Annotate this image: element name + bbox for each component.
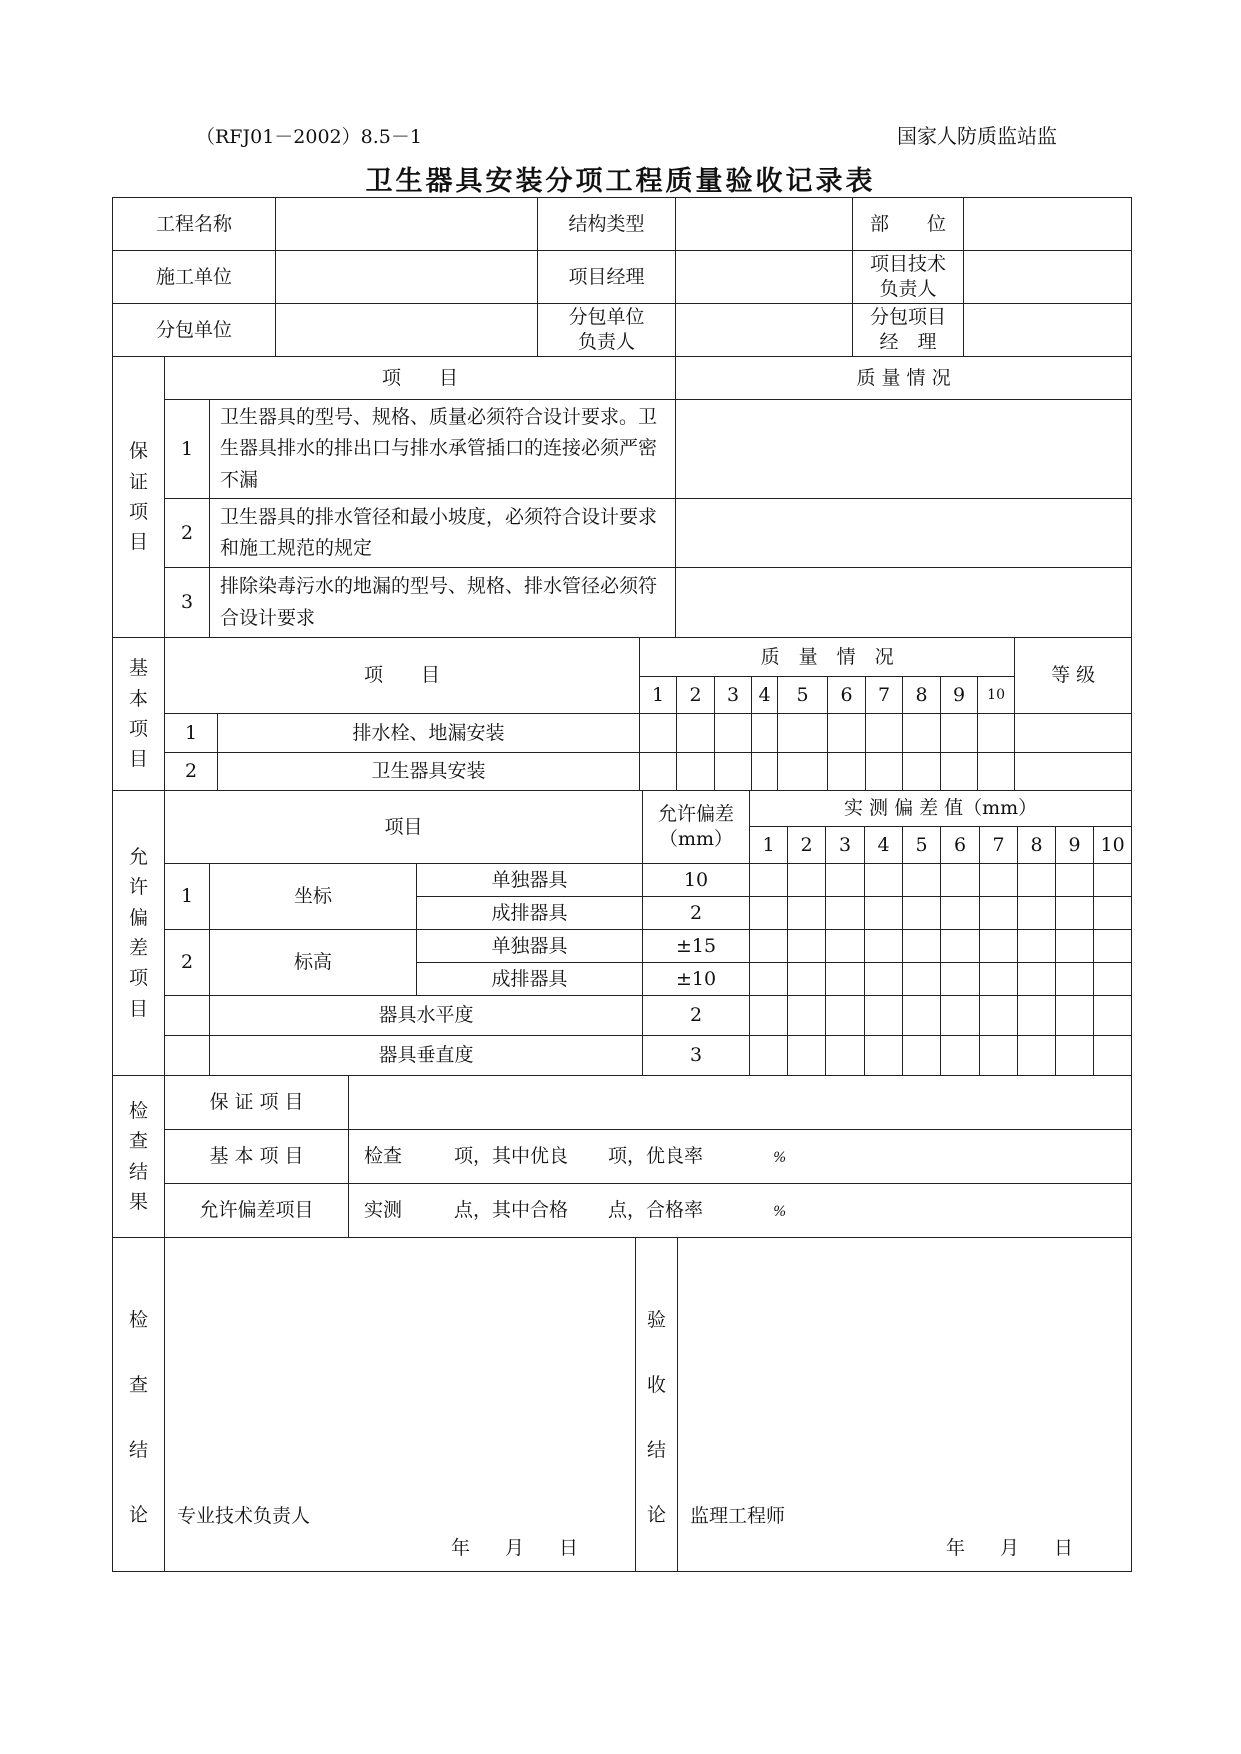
acceptance-conclusion-label: 验 收 结 论 (636, 1238, 678, 1572)
measured-count-label: 实测 (364, 1199, 403, 1222)
quality-cell[interactable] (640, 753, 677, 791)
measured-cell[interactable] (750, 930, 788, 963)
guarantee-row-no: 1 (165, 400, 210, 499)
project-name-label: 工程名称 (113, 198, 276, 251)
basic-row-no: 1 (165, 714, 218, 753)
structure-type-field[interactable] (676, 198, 853, 251)
measured-cell[interactable] (788, 996, 826, 1036)
measured-cell[interactable] (1056, 996, 1094, 1036)
measured-col-number: 7 (980, 827, 1018, 864)
measured-cell[interactable] (865, 963, 903, 996)
deviation-tolerance: 2 (643, 996, 750, 1036)
structure-type-label: 结构类型 (538, 198, 676, 251)
measured-cell[interactable] (903, 897, 941, 930)
project-info-section (112, 197, 1131, 357)
check-section-label: 检 查 结 果 (113, 1076, 165, 1238)
measured-cell[interactable] (941, 864, 980, 897)
quality-cell[interactable] (752, 714, 778, 753)
measured-cell[interactable] (750, 963, 788, 996)
quality-col-number: 8 (903, 677, 941, 714)
measured-cell[interactable] (1018, 897, 1056, 930)
location-field[interactable] (964, 198, 1132, 251)
deviation-sub-item: 单独器具 (417, 864, 643, 897)
measured-cell[interactable] (941, 930, 980, 963)
measured-cell[interactable] (980, 897, 1018, 930)
sub-pm-field[interactable] (964, 304, 1132, 357)
basic-items-section (112, 637, 1131, 791)
deviation-tolerance: 3 (643, 1036, 750, 1076)
tech-lead-signature-label: 专业技术负责人 (177, 1505, 311, 1527)
deviation-tolerance: 10 (643, 864, 750, 897)
grade-cell[interactable] (1015, 714, 1132, 753)
quality-cell[interactable] (903, 753, 941, 791)
measured-cell[interactable] (1094, 996, 1132, 1036)
deviation-tolerance: 2 (643, 897, 750, 930)
check-guarantee-field[interactable] (349, 1076, 1132, 1130)
measured-col-number: 3 (826, 827, 865, 864)
acceptance-date: 年 月 日 (946, 1537, 1082, 1559)
quality-cell[interactable] (828, 753, 866, 791)
measured-cell[interactable] (826, 963, 865, 996)
measured-cell[interactable] (903, 996, 941, 1036)
measured-cell[interactable] (903, 1036, 941, 1076)
check-basic-label: 基 本 项 目 (165, 1130, 349, 1184)
quality-col-number: 9 (941, 677, 978, 714)
quality-cell[interactable] (866, 714, 903, 753)
deviation-sub-item: 成排器具 (417, 963, 643, 996)
measured-cell[interactable] (826, 864, 865, 897)
quality-cell[interactable] (941, 714, 978, 753)
measured-cell[interactable] (750, 897, 788, 930)
check-excellent-rate-label: 项，优良率 (608, 1145, 704, 1168)
deviation-group-no: 1 (165, 864, 210, 930)
measured-cell[interactable] (941, 996, 980, 1036)
measured-cell[interactable] (980, 963, 1018, 996)
grade-cell[interactable] (1015, 753, 1132, 791)
guarantee-items-section (112, 356, 1131, 638)
guarantee-row-no: 3 (165, 568, 210, 638)
measured-cell[interactable] (1094, 864, 1132, 897)
basic-grade-header: 等 级 (1015, 638, 1132, 714)
check-conclusion-label: 检 查 结 论 (113, 1238, 165, 1572)
measured-cell[interactable] (1018, 864, 1056, 897)
guarantee-row-text: 卫生器具的型号、规格、质量必须符合设计要求。卫生器具排水的排出口与排水承管插口的连接必须严密不漏 (210, 400, 676, 499)
measured-cell[interactable] (941, 897, 980, 930)
measured-cell[interactable] (750, 864, 788, 897)
measured-col-number: 4 (865, 827, 903, 864)
pass-rate-label: 点，合格率 (608, 1199, 704, 1222)
measured-cell[interactable] (980, 996, 1018, 1036)
measured-col-number: 5 (903, 827, 941, 864)
check-excellent-label: 项，其中优良 (454, 1145, 569, 1168)
basic-quality-header: 质 量 情 况 (640, 638, 1015, 677)
basic-section-label: 基 本 项 目 (113, 638, 165, 791)
measured-cell[interactable] (865, 864, 903, 897)
measured-cell[interactable] (826, 930, 865, 963)
quality-cell[interactable] (828, 714, 866, 753)
measured-cell[interactable] (1056, 1036, 1094, 1076)
check-date: 年 月 日 (451, 1537, 587, 1559)
form-title: 卫生器具安装分项工程质量验收记录表 (365, 166, 876, 197)
measured-cell[interactable] (1094, 1036, 1132, 1076)
measured-col-number: 6 (941, 827, 980, 864)
measured-cell[interactable] (941, 963, 980, 996)
allowed-deviation-section (112, 790, 1131, 1076)
check-basic-field[interactable] (349, 1130, 1132, 1184)
pass-count-label: 点，其中合格 (454, 1199, 569, 1222)
measured-col-number: 8 (1018, 827, 1056, 864)
guarantee-quality-header: 质 量 情 况 (676, 357, 1132, 400)
deviation-row-no (165, 1036, 210, 1076)
guarantee-quality-field[interactable] (676, 400, 1132, 499)
measured-cell[interactable] (865, 897, 903, 930)
quality-cell[interactable] (778, 714, 828, 753)
subcontractor-field[interactable] (276, 304, 538, 357)
measured-cell[interactable] (1056, 897, 1094, 930)
basic-row-no: 2 (165, 753, 218, 791)
deviation-group-name: 坐标 (210, 864, 417, 930)
deviation-sub-item: 成排器具 (417, 897, 643, 930)
measured-cell[interactable] (826, 996, 865, 1036)
quality-col-number: 10 (978, 677, 1015, 714)
measured-cell[interactable] (980, 930, 1018, 963)
measured-cell[interactable] (1018, 1036, 1056, 1076)
check-conclusion-field[interactable] (165, 1238, 636, 1572)
measured-cell[interactable] (1056, 930, 1094, 963)
measured-cell[interactable] (903, 930, 941, 963)
check-count-label: 检查 (364, 1145, 403, 1168)
measured-col-number: 9 (1056, 827, 1094, 864)
guarantee-row-text: 卫生器具的排水管径和最小坡度，必须符合设计要求和施工规范的规定 (210, 499, 676, 568)
check-results-section (112, 1075, 1131, 1238)
quality-cell[interactable] (941, 753, 978, 791)
measured-cell[interactable] (903, 864, 941, 897)
basic-row-text: 排水栓、地漏安装 (218, 714, 640, 753)
quality-cell[interactable] (752, 753, 778, 791)
tech-lead-label: 项目技术 负责人 (853, 251, 964, 304)
allowed-item-header: 项目 (165, 791, 643, 864)
quality-col-number: 6 (828, 677, 866, 714)
quality-cell[interactable] (866, 753, 903, 791)
guarantee-quality-field[interactable] (676, 499, 1132, 568)
quality-col-number: 5 (778, 677, 828, 714)
supervisor-signature-label: 监理工程师 (690, 1505, 786, 1527)
percent-sign: % (773, 1204, 787, 1221)
measured-cell[interactable] (1018, 930, 1056, 963)
check-allowed-field[interactable] (349, 1184, 1132, 1238)
form-code: （RFJ01－2002）8.5－1 (196, 126, 422, 148)
quality-cell[interactable] (778, 753, 828, 791)
quality-col-number: 1 (640, 677, 677, 714)
quality-cell[interactable] (715, 753, 752, 791)
quality-cell[interactable] (903, 714, 941, 753)
deviation-row-no (165, 996, 210, 1036)
sub-lead-field[interactable] (676, 304, 853, 357)
measured-col-number: 1 (750, 827, 788, 864)
quality-cell[interactable] (978, 753, 1015, 791)
tech-lead-field[interactable] (964, 251, 1132, 304)
measured-cell[interactable] (826, 897, 865, 930)
location-label: 部 位 (853, 198, 964, 251)
construction-unit-field[interactable] (276, 251, 538, 304)
subcontractor-label: 分包单位 (113, 304, 276, 357)
measured-cell[interactable] (788, 963, 826, 996)
measured-cell[interactable] (1094, 930, 1132, 963)
measured-cell[interactable] (788, 897, 826, 930)
measured-cell[interactable] (865, 1036, 903, 1076)
quality-col-number: 2 (677, 677, 715, 714)
deviation-group-no: 2 (165, 930, 210, 996)
allowed-section-label: 允 许 偏 差 项 目 (113, 791, 165, 1076)
measured-cell[interactable] (750, 996, 788, 1036)
measured-cell[interactable] (1056, 864, 1094, 897)
guarantee-row-text: 排除染毒污水的地漏的型号、规格、排水管径必须符合设计要求 (210, 568, 676, 638)
deviation-group-name: 标高 (210, 930, 417, 996)
measured-cell[interactable] (826, 1036, 865, 1076)
quality-cell[interactable] (677, 714, 715, 753)
project-manager-field[interactable] (676, 251, 853, 304)
deviation-tolerance: ±15 (643, 930, 750, 963)
measured-cell[interactable] (941, 1036, 980, 1076)
basic-row-text: 卫生器具安装 (218, 753, 640, 791)
quality-cell[interactable] (677, 753, 715, 791)
guarantee-section-label: 保 证 项 目 (113, 357, 165, 638)
measured-cell[interactable] (1018, 963, 1056, 996)
deviation-sub-item: 单独器具 (417, 930, 643, 963)
guarantee-item-header: 项 目 (165, 357, 676, 400)
measured-cell[interactable] (903, 963, 941, 996)
measured-cell[interactable] (750, 1036, 788, 1076)
quality-cell[interactable] (715, 714, 752, 753)
issuing-org: 国家人防质监站监 (897, 124, 1057, 148)
guarantee-row-no: 2 (165, 499, 210, 568)
percent-sign: % (773, 1150, 787, 1167)
basic-item-header: 项 目 (165, 638, 640, 714)
acceptance-conclusion-field[interactable] (678, 1238, 1132, 1572)
measured-cell[interactable] (1056, 963, 1094, 996)
measured-col-number: 10 (1094, 827, 1132, 864)
deviation-row-text: 器具垂直度 (210, 1036, 643, 1076)
quality-col-number: 7 (866, 677, 903, 714)
measured-cell[interactable] (1094, 897, 1132, 930)
project-manager-label: 项目经理 (538, 251, 676, 304)
quality-cell[interactable] (978, 714, 1015, 753)
measured-cell[interactable] (980, 1036, 1018, 1076)
measured-cell[interactable] (865, 930, 903, 963)
sub-lead-label: 分包单位 负责人 (538, 304, 676, 357)
check-guarantee-label: 保 证 项 目 (165, 1076, 349, 1130)
conclusion-section (112, 1237, 1131, 1572)
measured-cell[interactable] (1094, 963, 1132, 996)
measured-cell[interactable] (980, 864, 1018, 897)
quality-col-number: 3 (715, 677, 752, 714)
check-allowed-label: 允许偏差项目 (165, 1184, 349, 1238)
measured-cell[interactable] (788, 1036, 826, 1076)
measured-cell[interactable] (788, 864, 826, 897)
deviation-tolerance: ±10 (643, 963, 750, 996)
measured-cell[interactable] (788, 930, 826, 963)
measured-cell[interactable] (865, 996, 903, 1036)
tolerance-header: 允许偏差 （mm） (643, 791, 750, 864)
quality-col-number: 4 (752, 677, 778, 714)
project-name-field[interactable] (276, 198, 538, 251)
construction-unit-label: 施工单位 (113, 251, 276, 304)
measured-cell[interactable] (1018, 996, 1056, 1036)
sub-pm-label: 分包项目 经 理 (853, 304, 964, 357)
guarantee-quality-field[interactable] (676, 568, 1132, 638)
measured-deviation-header: 实 测 偏 差 值（mm） (750, 791, 1132, 827)
deviation-row-text: 器具水平度 (210, 996, 643, 1036)
measured-col-number: 2 (788, 827, 826, 864)
quality-cell[interactable] (640, 714, 677, 753)
